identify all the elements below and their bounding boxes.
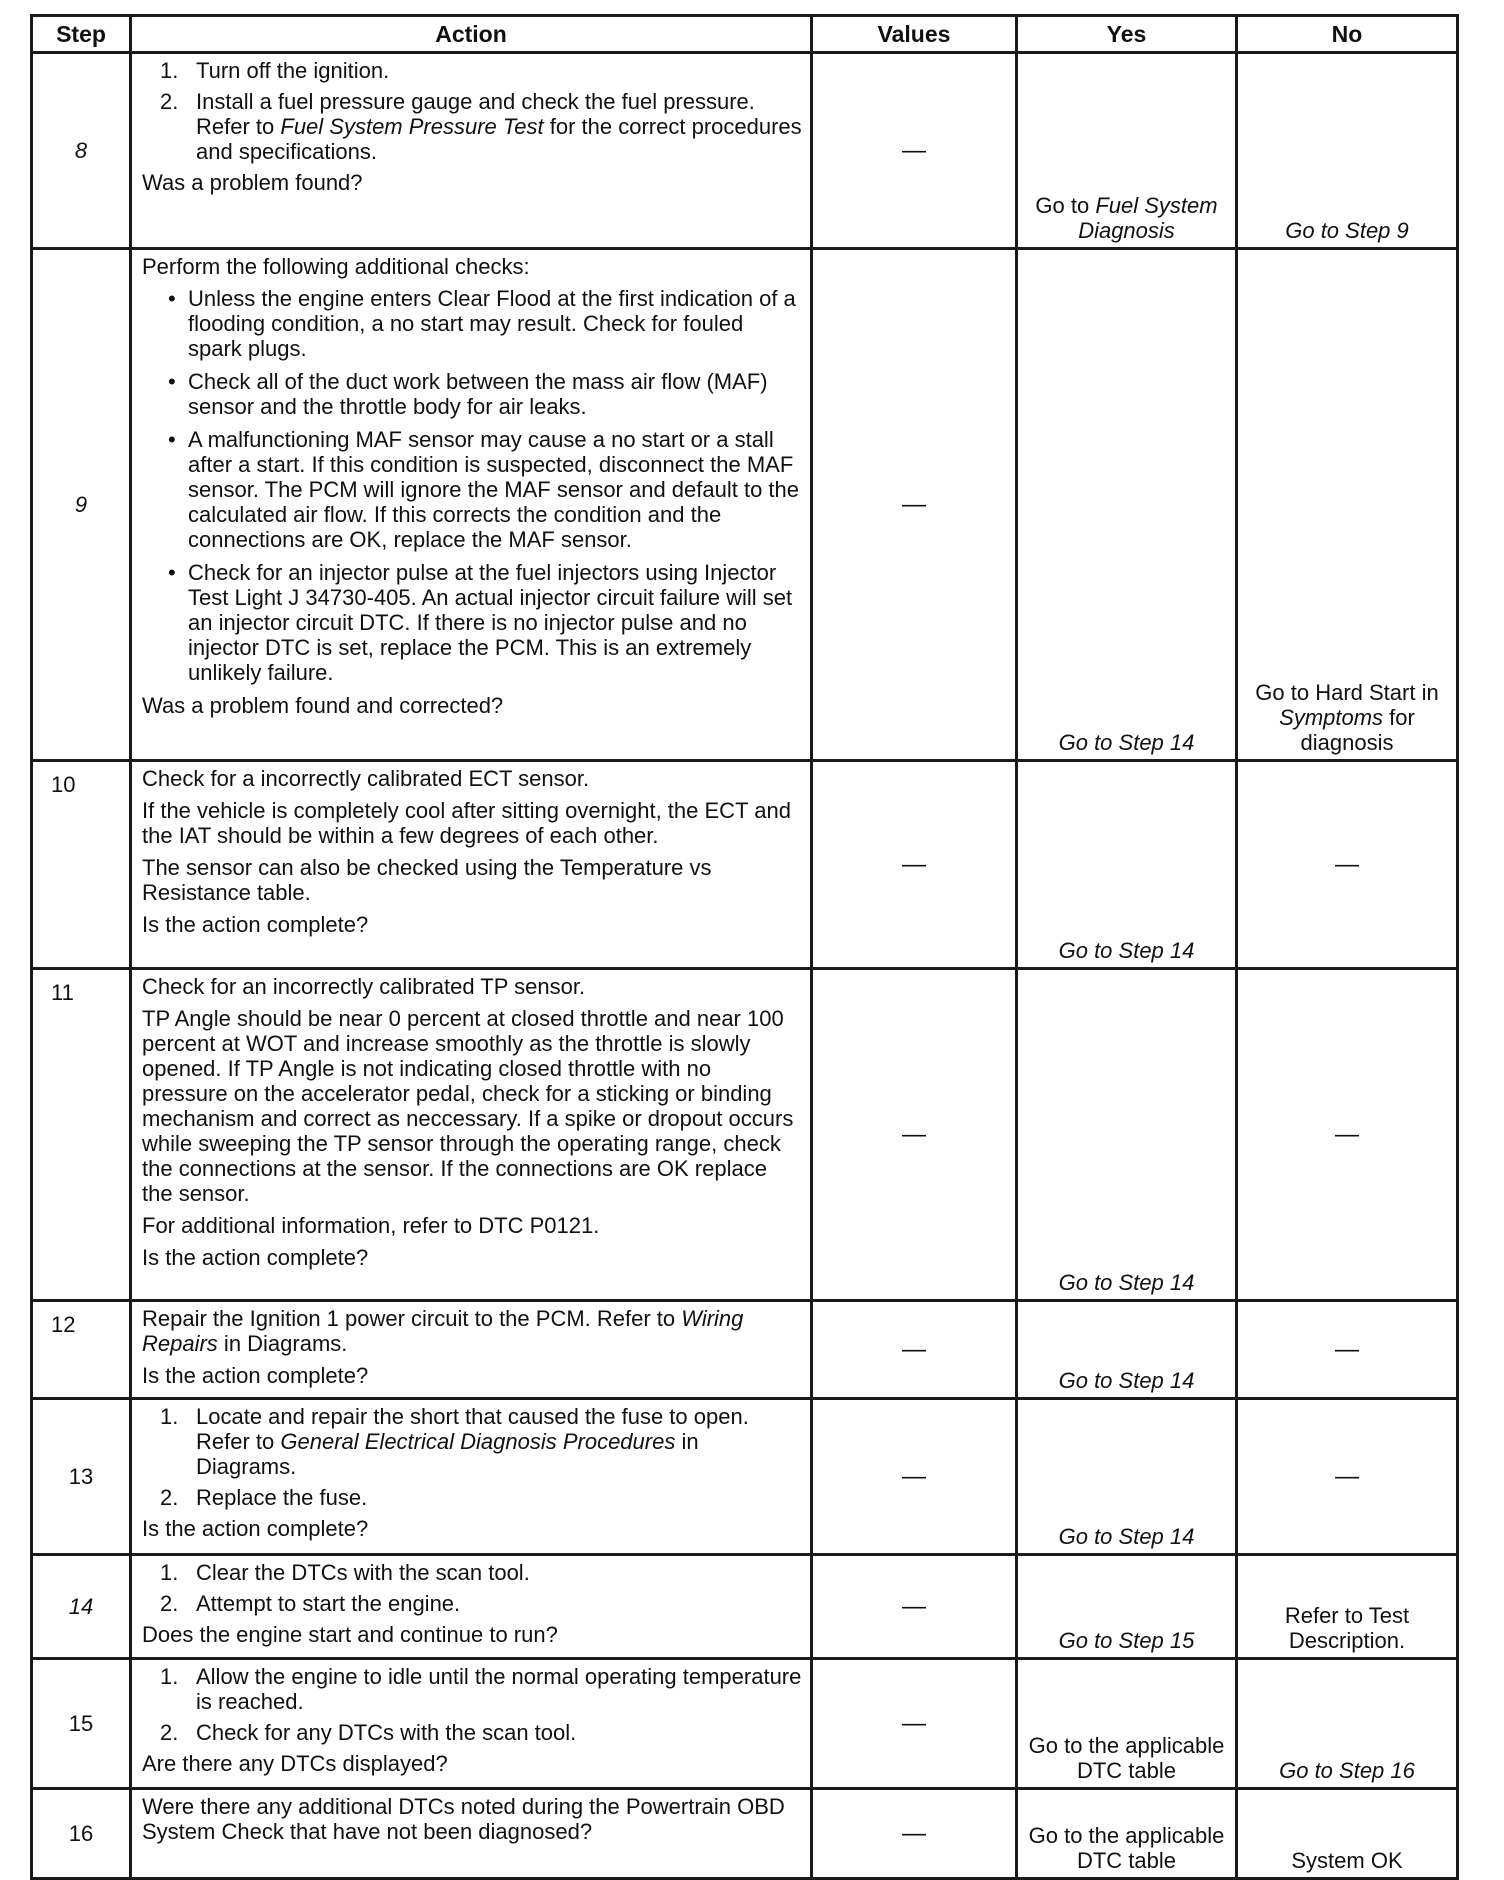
yes-cell: Go to the applicable DTC table [1017,1659,1237,1789]
question: Is the action complete? [142,1245,369,1270]
table-row [32,1659,1458,1789]
step-number: 10 [32,761,131,969]
question: Is the action complete? [142,1516,369,1541]
yes-cell: Go to Step 14 [1017,1301,1237,1399]
table-row [32,761,1458,969]
action-cell [131,53,812,249]
header-no: No [1237,16,1458,53]
yes-cell: Go to Step 15 [1017,1555,1237,1659]
list-number: 1. [160,1404,179,1429]
question: Are there any DTCs displayed? [142,1751,448,1776]
yes-cell: Go to Step 14 [1017,1399,1237,1555]
numbered-list [142,1664,802,1745]
table-row [32,1301,1458,1399]
list-item: • Check for an injector pulse at the fuel injectors using Injector Test Light J 34730-405. An actual injector circuit failure will set an injector circuit DTC. If there is no injector pulse and no injector DTC is set, replace the PCM. This is an extremely unlikely failure. [142,560,802,685]
values-cell: — [812,1399,1017,1555]
step-number: 12 [32,1301,131,1399]
no-cell: — [1237,969,1458,1301]
no-cell: — [1237,1399,1458,1555]
step-number: 13 [32,1399,131,1555]
list-item: 1. Turn off the ignition. [160,58,390,83]
list-item: 1. Allow the engine to idle until the normal operating temperature is reached. [160,1664,802,1714]
header-row [32,16,1458,53]
list-number: 2. [160,1591,179,1616]
list-number: 1. [160,1664,179,1689]
list-item: 2. Replace the fuse. [160,1485,368,1510]
table-row [32,1399,1458,1555]
action-cell: Repair the Ignition 1 power circuit to the PCM. Refer to Wiring Repairs in Diagrams. Is the action complete? [131,1301,812,1399]
no-cell: Refer to Test Description. [1237,1555,1458,1659]
values-cell: — [812,1659,1017,1789]
values-cell: — [812,969,1017,1301]
diagnostic-table [30,14,1459,1880]
action-cell: Perform the following additional checks: • Unless the engine enters Clear Flood at the first indication of a flooding condition, a no start may result. Check for fouled spark plugs. • Check all of the duct work between the mass air flow (MAF) sensor and the throttle body for air leaks. • A malfunctioning MAF sensor may cause a no start or a stall after a start. If this condition is suspected, disconnect the MAF sensor. The PCM will ignore the MAF sensor and default to the calculated air flow. If this corrects the condition and the connections are OK, replace the MAF sensor. • Check for an injector pulse at the fuel injectors using Injector Test Light J 34730-405. An actual injector circuit failure will set an injector circuit DTC. If there is no injector pulse and no injector DTC is set, replace the PCM. This is an extremely unlikely failure. Was a problem found and corrected? [131,249,812,761]
table-row [32,1555,1458,1659]
question: Does the engine start and continue to run? [142,1622,558,1647]
table-row [32,249,1458,761]
table-row [32,1789,1458,1879]
question: Is the action complete? [142,912,369,937]
step-number: 11 [32,969,131,1301]
list-item: 2. Install a fuel pressure gauge and check the fuel pressure. Refer to Fuel System Pressure Test for the correct procedures and specifications. [160,89,802,164]
list-number: 2. [160,1720,179,1745]
step-number: 9 [32,249,131,761]
step-number: 16 [32,1789,131,1879]
values-cell: — [812,1789,1017,1879]
numbered-list [142,58,802,164]
list-number: 2. [160,1485,179,1510]
action-cell: Check for a incorrectly calibrated ECT sensor. If the vehicle is completely cool after sitting overnight, the ECT and the IAT should be within a few degrees of each other. The sensor can also be checked using the Temperature vs Resistance table. Is the action complete? [131,761,812,969]
values-cell: — [812,1301,1017,1399]
list-number: 2. [160,89,179,114]
values-cell: — [812,53,1017,249]
list-item: 2. Attempt to start the engine. [160,1591,461,1616]
step-number: 8 [32,53,131,249]
question: Was a problem found and corrected? [142,693,504,718]
yes-cell: Go to Fuel System Diagnosis [1017,53,1237,249]
list-number: 1. [160,1560,179,1585]
question: Were there any additional DTCs noted during the Powertrain OBD System Check that have not been diagnosed? [142,1794,785,1844]
action-cell [131,1399,812,1555]
list-item: • A malfunctioning MAF sensor may cause a no start or a stall after a start. If this condition is suspected, disconnect the MAF sensor. The PCM will ignore the MAF sensor and default to the calculated air flow. If this corrects the condition and the connections are OK, replace the MAF sensor. [142,427,802,552]
list-item: 1. Clear the DTCs with the scan tool. [160,1560,530,1585]
action-cell [131,1789,812,1879]
list-number: 1. [160,58,179,83]
values-cell: — [812,761,1017,969]
no-cell: Go to Step 9 [1237,53,1458,249]
question: Is the action complete? [142,1363,369,1388]
no-cell: — [1237,1301,1458,1399]
yes-cell: Go to Step 14 [1017,969,1237,1301]
list-item: • Check all of the duct work between the mass air flow (MAF) sensor and the throttle body for air leaks. [142,369,802,419]
step-number: 14 [32,1555,131,1659]
no-cell: Go to Hard Start in Symptoms for diagnosis [1237,249,1458,761]
values-cell: — [812,249,1017,761]
no-cell: Go to Step 16 [1237,1659,1458,1789]
no-cell: System OK [1237,1789,1458,1879]
header-values: Values [812,16,1017,53]
no-cell: — [1237,761,1458,969]
action-cell [131,1659,812,1789]
list-item: 1. Locate and repair the short that caused the fuse to open. Refer to General Electrical Diagnosis Procedures in Diagrams. [160,1404,749,1479]
yes-cell: Go to Step 14 [1017,249,1237,761]
yes-cell: Go to the applicable DTC table [1017,1789,1237,1879]
step-number: 15 [32,1659,131,1789]
question: Was a problem found? [142,170,363,195]
table-row [32,53,1458,249]
list-item: 2. Check for any DTCs with the scan tool. [160,1720,577,1745]
header-yes: Yes [1017,16,1237,53]
list-item: • Unless the engine enters Clear Flood at the first indication of a flooding condition, a no start may result. Check for fouled spark plugs. [142,286,802,361]
yes-cell: Go to Step 14 [1017,761,1237,969]
table-row [32,969,1458,1301]
action-cell [131,1555,812,1659]
values-cell: — [812,1555,1017,1659]
numbered-list [142,1404,802,1510]
bullet-list [142,286,802,685]
header-step: Step [32,16,131,53]
header-action: Action [131,16,812,53]
numbered-list [142,1560,802,1616]
action-cell: Check for an incorrectly calibrated TP sensor. TP Angle should be near 0 percent at closed throttle and near 100 percent at WOT and increase smoothly as the throttle is slowly opened. If TP Angle is not indicating closed throttle with no pressure on the accelerator pedal, check for a sticking or binding mechanism and correct as neccessary. If a spike or dropout occurs while sweeping the TP sensor through the operating range, check the connections at the sensor. If the connections are OK replace the sensor. For additional information, refer to DTC P0121. Is the action complete? [131,969,812,1301]
